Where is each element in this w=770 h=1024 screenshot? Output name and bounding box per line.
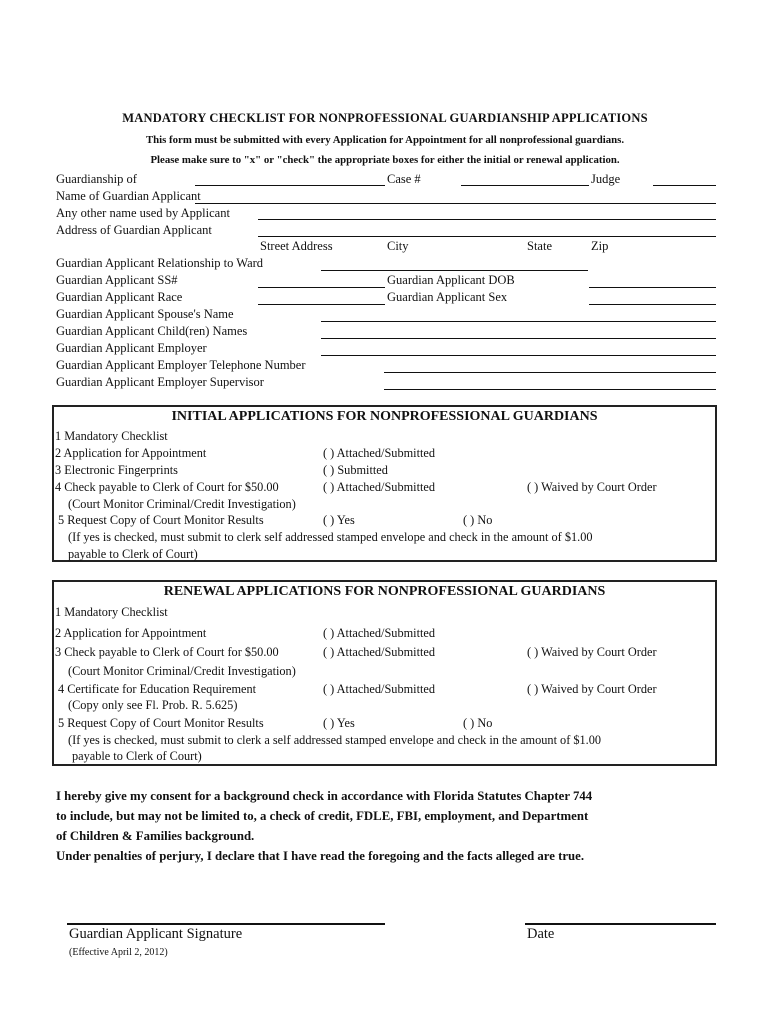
children-field[interactable] bbox=[321, 338, 716, 339]
ss-field[interactable] bbox=[258, 287, 385, 288]
initial-item-3: 3 Electronic Fingerprints bbox=[55, 463, 178, 477]
sex-label: Guardian Applicant Sex bbox=[387, 290, 508, 304]
initial-item-1: 1 Mandatory Checklist bbox=[55, 429, 168, 443]
state-label: State bbox=[527, 239, 552, 253]
renewal-item-1: 1 Mandatory Checklist bbox=[55, 605, 168, 619]
address-field[interactable] bbox=[258, 236, 716, 237]
city-label: City bbox=[387, 239, 409, 253]
initial-item-3-checkbox[interactable]: ( ) Submitted bbox=[323, 463, 388, 477]
supervisor-label: Guardian Applicant Employer Supervisor bbox=[56, 375, 264, 389]
renewal-item-4-checkbox[interactable]: ( ) Attached/Submitted bbox=[323, 682, 436, 696]
initial-item-4: 4 Check payable to Clerk of Court for $50.00 bbox=[55, 480, 279, 494]
initial-note-line-2: payable to Clerk of Court) bbox=[68, 547, 198, 561]
other-name-field[interactable] bbox=[258, 219, 716, 220]
initial-item-2: 2 Application for Appointment bbox=[55, 446, 207, 460]
renewal-item-2-checkbox[interactable]: ( ) Attached/Submitted bbox=[323, 626, 436, 640]
consent-line-3: of Children & Families background. bbox=[56, 829, 255, 843]
case-number-label: Case # bbox=[387, 172, 421, 186]
spouse-field[interactable] bbox=[321, 321, 716, 322]
renewal-item-4-note: (Copy only see Fl. Prob. R. 5.625) bbox=[68, 698, 238, 712]
renewal-note-line-2: payable to Clerk of Court) bbox=[72, 749, 202, 763]
judge-label: Judge bbox=[591, 172, 621, 186]
consent-line-2: to include, but may not be limited to, a check of credit, FDLE, FBI, employment, and Department bbox=[56, 809, 589, 823]
initial-item-5: 5 Request Copy of Court Monitor Results bbox=[58, 513, 264, 527]
date-field[interactable] bbox=[525, 923, 716, 925]
address-label: Address of Guardian Applicant bbox=[56, 223, 212, 237]
employer-phone-field[interactable] bbox=[384, 372, 716, 373]
renewal-item-2: 2 Application for Appointment bbox=[55, 626, 207, 640]
initial-item-4-note: (Court Monitor Criminal/Credit Investigation) bbox=[68, 497, 296, 511]
initial-item-5-yes-checkbox[interactable]: ( ) Yes bbox=[323, 513, 355, 527]
applicant-name-field[interactable] bbox=[195, 203, 716, 204]
renewal-item-5-no-checkbox[interactable]: ( ) No bbox=[463, 716, 493, 730]
dob-label: Guardian Applicant DOB bbox=[387, 273, 515, 287]
renewal-item-5-yes-checkbox[interactable]: ( ) Yes bbox=[323, 716, 355, 730]
form-instructions: Please make sure to "x" or "check" the appropriate boxes for either the initial or renewal application. bbox=[150, 154, 620, 166]
initial-note-line-1: (If yes is checked, must submit to clerk self addressed stamped envelope and check in the amount of $1.00 bbox=[68, 530, 593, 544]
signature-label: Guardian Applicant Signature bbox=[69, 926, 243, 942]
renewal-note-line-1: (If yes is checked, must submit to clerk a self addressed stamped envelope and check in the amount of $1.00 bbox=[68, 733, 602, 747]
supervisor-field[interactable] bbox=[384, 389, 716, 390]
date-label: Date bbox=[527, 926, 555, 942]
sex-field[interactable] bbox=[589, 304, 716, 305]
employer-label: Guardian Applicant Employer bbox=[56, 341, 207, 355]
renewal-item-3: 3 Check payable to Clerk of Court for $50.00 bbox=[55, 645, 279, 659]
judge-field[interactable] bbox=[653, 185, 716, 186]
street-label: Street Address bbox=[260, 239, 333, 253]
renewal-item-3-waived-checkbox[interactable]: ( ) Waived by Court Order bbox=[527, 645, 657, 659]
zip-label: Zip bbox=[591, 239, 609, 253]
employer-phone-label: Guardian Applicant Employer Telephone Number bbox=[56, 358, 306, 372]
renewal-item-3-checkbox[interactable]: ( ) Attached/Submitted bbox=[323, 645, 436, 659]
renewal-item-4-waived-checkbox[interactable]: ( ) Waived by Court Order bbox=[527, 682, 657, 696]
applicant-name-label: Name of Guardian Applicant bbox=[56, 189, 201, 203]
initial-item-4-checkbox[interactable]: ( ) Attached/Submitted bbox=[323, 480, 436, 494]
renewal-item-3-note: (Court Monitor Criminal/Credit Investigation) bbox=[68, 664, 296, 678]
spouse-label: Guardian Applicant Spouse's Name bbox=[56, 307, 234, 321]
consent-line-1: I hereby give my consent for a background check in accordance with Florida Statutes Chapter 744 bbox=[56, 789, 593, 803]
renewal-item-4: 4 Certificate for Education Requirement bbox=[58, 682, 257, 696]
form-title: MANDATORY CHECKLIST FOR NONPROFESSIONAL GUARDIANSHIP APPLICATIONS bbox=[122, 111, 648, 125]
initial-section-heading: INITIAL APPLICATIONS FOR NONPROFESSIONAL GUARDIANS bbox=[171, 409, 598, 424]
race-label: Guardian Applicant Race bbox=[56, 290, 183, 304]
dob-field[interactable] bbox=[589, 287, 716, 288]
guardianship-of-field[interactable] bbox=[195, 185, 385, 186]
initial-item-2-checkbox[interactable]: ( ) Attached/Submitted bbox=[323, 446, 436, 460]
children-label: Guardian Applicant Child(ren) Names bbox=[56, 324, 248, 338]
initial-item-5-no-checkbox[interactable]: ( ) No bbox=[463, 513, 493, 527]
race-field[interactable] bbox=[258, 304, 385, 305]
employer-field[interactable] bbox=[321, 355, 716, 356]
case-number-field[interactable] bbox=[461, 185, 589, 186]
renewal-item-5: 5 Request Copy of Court Monitor Results bbox=[58, 716, 264, 730]
form-subtitle: This form must be submitted with every Application for Appointment for all nonprofessional guardians. bbox=[145, 134, 625, 146]
signature-field[interactable] bbox=[67, 923, 385, 925]
other-name-label: Any other name used by Applicant bbox=[56, 206, 230, 220]
effective-date: (Effective April 2, 2012) bbox=[69, 947, 168, 958]
guardianship-of-label: Guardianship of bbox=[56, 172, 137, 186]
relationship-field[interactable] bbox=[321, 270, 588, 271]
consent-perjury-statement: Under penalties of perjury, I declare that I have read the foregoing and the facts alleged are true. bbox=[56, 849, 585, 863]
ss-label: Guardian Applicant SS# bbox=[56, 273, 178, 287]
renewal-section-heading: RENEWAL APPLICATIONS FOR NONPROFESSIONAL GUARDIANS bbox=[163, 584, 606, 599]
relationship-label: Guardian Applicant Relationship to Ward bbox=[56, 256, 264, 270]
initial-item-4-waived-checkbox[interactable]: ( ) Waived by Court Order bbox=[527, 480, 657, 494]
